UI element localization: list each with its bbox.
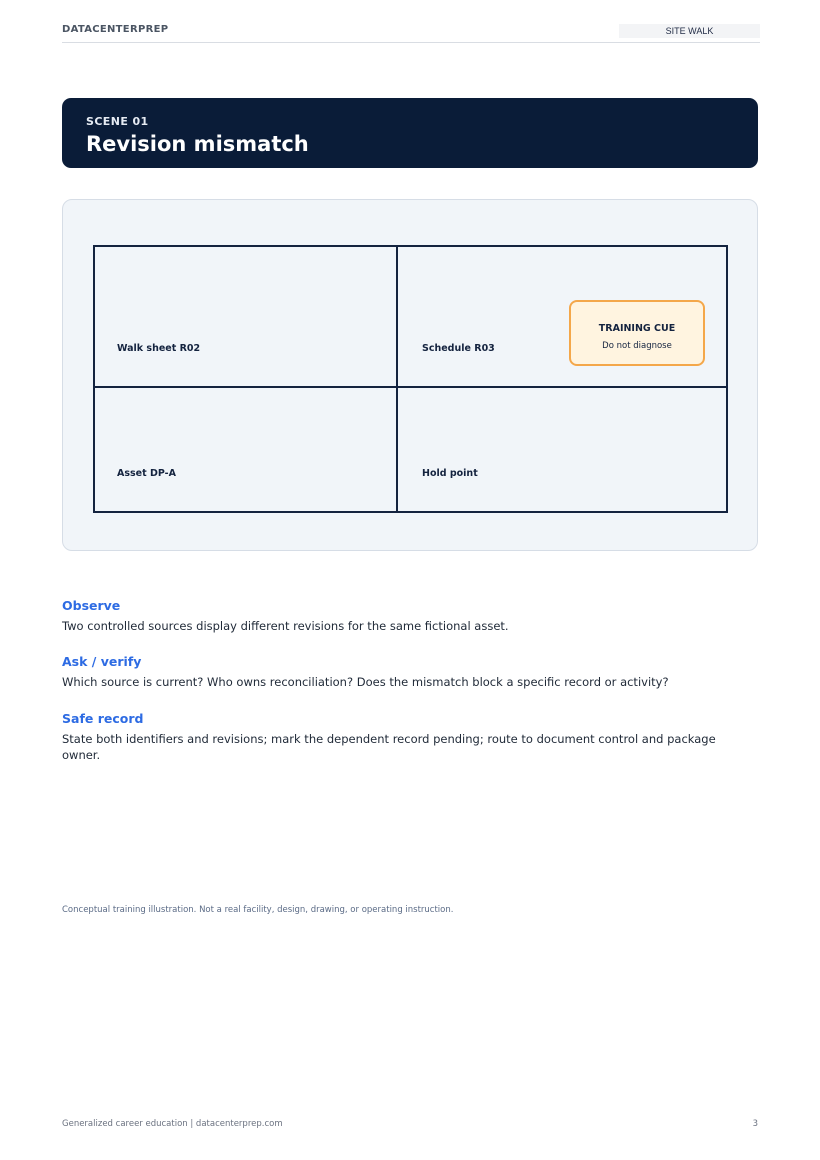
scene-label: SCENE 01 xyxy=(86,115,149,128)
grid-horizontal-divider xyxy=(95,386,726,388)
safe-record-heading: Safe record xyxy=(62,711,144,726)
scene-banner xyxy=(62,98,758,168)
cell-label-schedule: Schedule R03 xyxy=(422,343,495,354)
safe-record-text: State both identifiers and revisions; mark the dependent record pending; route to document control and package owner. xyxy=(62,732,716,762)
observe-text: Two controlled sources display different revisions for the same fictional asset. xyxy=(62,619,509,633)
observe-heading: Observe xyxy=(62,598,121,613)
cell-label-hold-point: Hold point xyxy=(422,468,478,479)
cell-label-walk-sheet: Walk sheet R02 xyxy=(117,343,201,354)
ask-verify-heading: Ask / verify xyxy=(62,654,142,669)
training-cue-title: TRAINING CUE xyxy=(598,323,676,334)
illustration-grid xyxy=(93,245,728,513)
footer-text: Generalized career education | datacenterprep.com xyxy=(62,1119,283,1129)
cell-label-asset: Asset DP-A xyxy=(117,468,176,479)
scene-title: Revision mismatch xyxy=(86,132,309,156)
disclaimer: Conceptual training illustration. Not a real facility, design, drawing, or operating instruction. xyxy=(62,905,454,915)
training-cue-callout xyxy=(569,300,705,366)
header-divider xyxy=(62,42,760,43)
brand-name: DATACENTERPREP xyxy=(62,24,169,35)
ask-verify-text: Which source is current? Who owns reconciliation? Does the mismatch block a specific record or activity? xyxy=(62,675,669,689)
grid-vertical-divider xyxy=(396,247,398,511)
page-number: 3 xyxy=(752,1119,758,1129)
section-tag: SITE WALK xyxy=(619,24,760,38)
training-cue-subtitle: Do not diagnose xyxy=(602,341,672,351)
